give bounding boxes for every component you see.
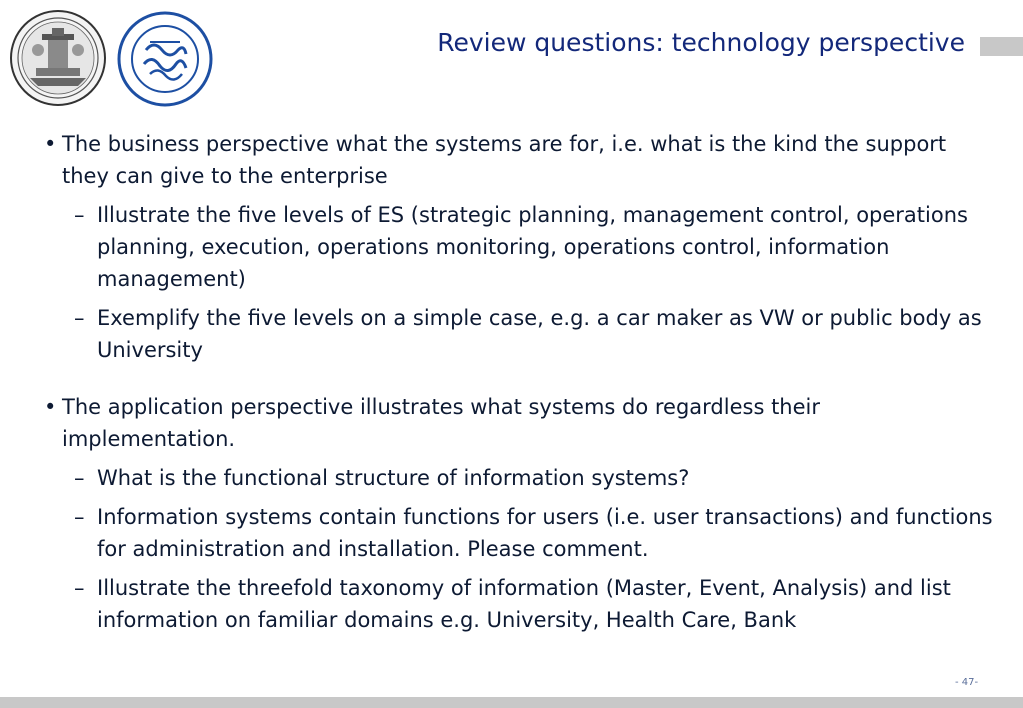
bullet-text: The business perspective what the systems are for, i.e. what is the kind the support they can give to the enterprise xyxy=(62,132,947,188)
sub-item-functions-for-users xyxy=(44,501,994,565)
slide-title: Review questions: technology perspective xyxy=(437,28,965,57)
sub-item-text: Exemplify the five levels on a simple case, e.g. a car maker as VW or public body as University xyxy=(97,306,982,362)
sub-item-five-levels xyxy=(44,199,994,295)
sub-item-text: Illustrate the threefold taxonomy of information (Master, Event, Analysis) and list information on familiar domains e.g. University, Health Care, Bank xyxy=(97,576,951,632)
sub-mark: – xyxy=(74,505,85,529)
footer-bar xyxy=(0,697,1023,708)
sub-mark: – xyxy=(74,203,85,227)
sub-list-business xyxy=(44,199,994,366)
sub-item-functional-structure xyxy=(44,462,994,494)
sub-list-application xyxy=(44,462,994,636)
bullet-text: The application perspective illustrates what systems do regardless their implementation. xyxy=(62,395,820,451)
sub-item-text: Illustrate the five levels of ES (strategic planning, management control, operations planning, execution, operations monitoring, operations control, information management) xyxy=(97,203,968,291)
sub-mark: – xyxy=(74,576,85,600)
bullet-application-perspective xyxy=(44,391,994,455)
sub-item-text: What is the functional structure of information systems? xyxy=(97,466,690,490)
slide-content xyxy=(44,128,994,636)
tongji-university-seal-icon xyxy=(116,10,214,108)
title-accent-bar xyxy=(980,37,1023,56)
university-seal-icon xyxy=(8,8,108,108)
sub-item-text: Information systems contain functions for users (i.e. user transactions) and functions for administration and installation. Please comment. xyxy=(97,505,993,561)
bullet-business-perspective xyxy=(44,128,994,192)
bullet-mark: • xyxy=(44,132,57,156)
bullet-mark: • xyxy=(44,395,57,419)
page-number: - 47- xyxy=(955,677,979,688)
sub-item-exemplify xyxy=(44,302,994,366)
sub-mark: – xyxy=(74,306,85,330)
sub-item-taxonomy xyxy=(44,572,994,636)
sub-mark: – xyxy=(74,466,85,490)
